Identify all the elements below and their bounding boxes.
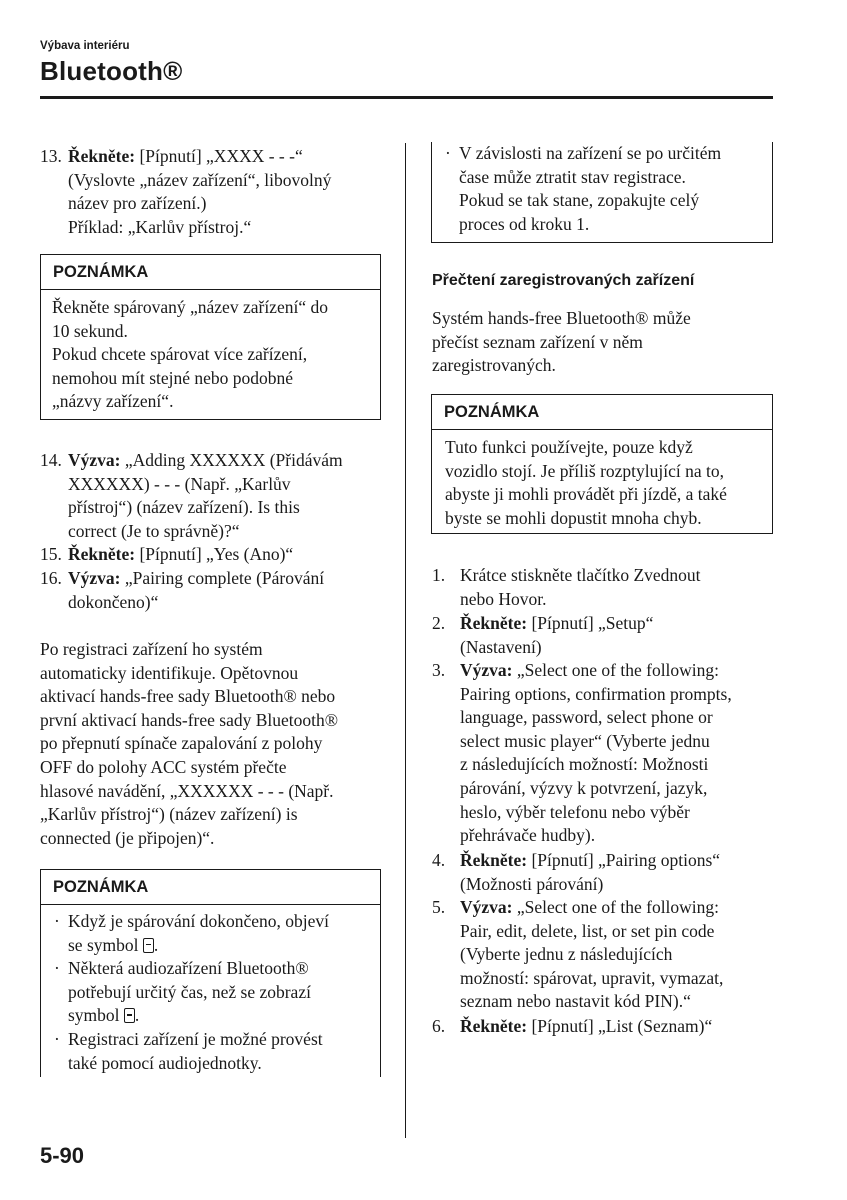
subheading: Přečtení zaregistrovaných zařízení [432,272,695,289]
note-text: se symbol [68,934,139,955]
note-text: také pomocí audiojednotky. [68,1052,262,1073]
step-label: Řekněte: [460,850,528,870]
step-text: nebo Hovor. [460,588,547,609]
step-label: Výzva: [68,450,121,470]
bullet-mark: · [54,911,60,931]
paragraph-line: první aktivací hands-free sady Bluetooth® [40,709,339,730]
step-text: Krátce stiskněte tlačítko Zvednout [460,565,701,585]
step-number: 16. [40,568,62,588]
step-number: 1. [432,565,446,585]
step-text: seznam nebo nastavit kód PIN).“ [460,991,691,1012]
note-text: vozidlo stojí. Je příliš rozptylující na to, [445,460,724,481]
step-label: Řekněte: [460,613,528,633]
page-title: Bluetooth® [40,56,183,86]
note-text: Některá audiozařízení Bluetooth® [68,958,309,979]
step-text: [Pípnutí] „XXXX - - -“ [135,146,303,166]
paragraph-line: hlasové navádění, „XXXXXX - - - (Např. [40,780,334,801]
note-bullet [52,1028,370,1075]
note-box [431,394,773,534]
paragraph-line: po přepnutí spínače zapalování z polohy [40,733,323,754]
bluetooth-pairing-icon [143,938,154,953]
note-text: potřebují určitý čas, než se zobrazí [68,981,311,1002]
note-bullet [443,142,762,236]
bullet-mark: · [54,958,60,979]
note-heading: POZNÁMKA [41,255,380,290]
step-text: XXXXXX) - - - (Např. „Karlův [68,473,291,494]
step-label: Řekněte: [68,544,136,564]
note-text: Tuto funkci používejte, pouze když [445,437,693,457]
note-text: „názvy zařízení“. [52,391,174,412]
note-text: byste se mohli dopustit mnoha chyb. [445,507,702,528]
note-bullet: · Některá audiozařízení Bluetooth® potřebují určitý čas, než se zobrazí symbol . [52,957,370,1028]
step-text: [Pípnutí] „Setup“ [527,613,654,633]
note-box-open [40,869,381,1077]
paragraph-line: aktivací hands-free sady Bluetooth® nebo [40,686,336,707]
step-number: 4. [432,850,446,870]
bullet-mark: · [54,1028,60,1049]
step-number: 2. [432,613,446,633]
paragraph-line: přečíst seznam zařízení v něm [432,331,643,352]
step-text: dokončeno)“ [68,591,159,612]
note-heading: POZNÁMKA [41,870,380,905]
body-paragraph [40,638,338,850]
step-label: Řekněte: [460,1016,528,1036]
paragraph-line: „Karlův přístroj“) (název zařízení) is [40,804,298,825]
note-text: čase může ztratit stav registrace. [459,166,686,187]
note-box-continued [431,142,773,243]
step-text: z následujících možností: Možnosti [460,754,709,775]
paragraph-line: automaticky identifikuje. Opětovnou [40,662,299,683]
bluetooth-pairing-icon [124,1008,135,1023]
column-divider [405,143,406,1138]
step-text: Příklad: „Karlův přístroj.“ [68,216,252,237]
step-text: select music player“ (Vyberte jednu [460,730,710,751]
step-label: Výzva: [460,660,513,680]
step-number: 15. [40,544,62,564]
page-number: 5-90 [40,1143,85,1168]
step-text: correct (Je to správně)?“ [68,520,240,541]
step-number: 5. [432,897,446,917]
paragraph-line: Po registraci zařízení ho systém [40,639,263,659]
paragraph-line: connected (je připojen)“. [40,827,215,848]
step-text: „Adding XXXXXX (Přidávám [120,450,343,470]
intro-paragraph [432,307,691,378]
step-number: 13. [40,146,62,166]
title-rule [40,96,773,99]
step-text: heslo, výběr telefonu nebo výběr [460,801,690,822]
step-text: [Pípnutí] „List (Seznam)“ [527,1016,713,1036]
step-text: párování, výzvy k potvrzení, jazyk, [460,777,708,798]
step-text: (Nastavení) [460,636,542,657]
note-text: proces od kroku 1. [459,213,590,234]
note-text: V závislosti na zařízení se po určitém [459,143,722,163]
step-text: přístroj“) (název zařízení). Is this [68,497,300,518]
note-text: 10 sekund. [52,320,128,341]
step-text: language, password, select phone or [460,707,713,728]
step-number: 14. [40,450,62,470]
note-bullet: · Když je spárování dokončeno, objeví se symbol . [52,910,370,957]
note-text: symbol [68,1005,120,1026]
note-text: Pokud se tak stane, zopakujte celý [459,190,700,211]
step-text: přehrávače hudby). [460,825,596,846]
step-label: Řekněte: [68,146,136,166]
note-text: Pokud chcete spárovat více zařízení, [52,344,308,365]
step-text: možností: spárovat, upravit, vymazat, [460,967,724,988]
step-text: „Select one of the following: [512,660,720,680]
paragraph-line: zaregistrovaných. [432,355,556,376]
step-text: (Vyslovte „název zařízení“, libovolný [68,169,332,190]
note-text: Když je spárování dokončeno, objeví [68,911,329,931]
step-text: „Select one of the following: [512,897,720,917]
step-text: (Možnosti párování) [460,873,604,894]
step-text: Pair, edit, delete, list, or set pin code [460,920,715,941]
section-label: Výbava interiéru [40,40,130,52]
note-heading: POZNÁMKA [432,395,772,430]
paragraph-line: Systém hands-free Bluetooth® může [432,308,691,328]
step-text: „Pairing complete (Párování [120,568,325,588]
step-text: [Pípnutí] „Pairing options“ [527,850,721,870]
paragraph-line: OFF do polohy ACC systém přečte [40,756,287,777]
step-number: 3. [432,660,446,680]
note-text: abyste ji mohli provádět při jízdě, a také [445,484,727,505]
note-text: Registraci zařízení je možné provést [68,1028,323,1049]
step-number: 6. [432,1016,446,1036]
note-text: Řekněte spárovaný „název zařízení“ do [52,297,328,317]
note-box [40,254,381,420]
step-text: název pro zařízení.) [68,193,207,214]
bullet-mark: · [445,143,451,163]
step-label: Výzva: [68,568,121,588]
step-label: Výzva: [460,897,513,917]
step-text: [Pípnutí] „Yes (Ano)“ [135,544,294,564]
step-text: (Vyberte jednu z následujících [460,944,673,965]
step-text: Pairing options, confirmation prompts, [460,683,732,704]
note-text: nemohou mít stejné nebo podobné [52,367,294,388]
